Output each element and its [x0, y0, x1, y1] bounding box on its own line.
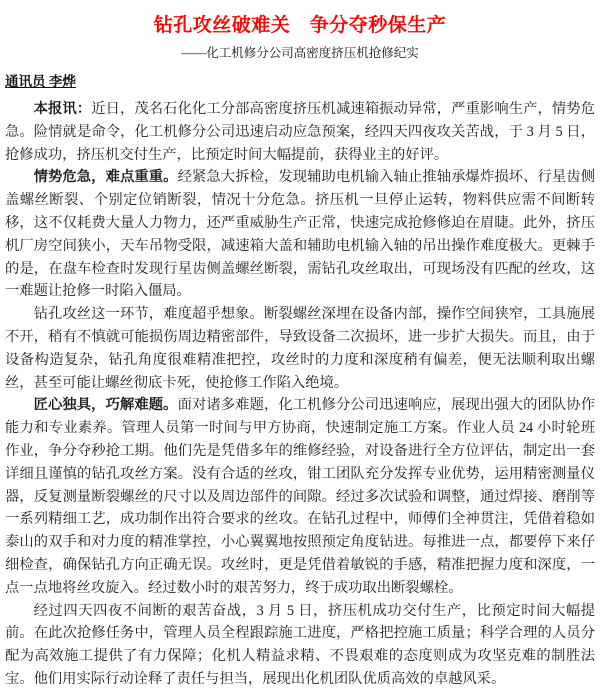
- paragraph-text: 经过四天四夜不间断的艰苦奋战，3 月 5 日，挤压机成功交付生产，比预定时间大幅提前。在此次抢修任务中，管理人员全程跟踪施工进度，严格把控施工质量；科学合理的人员分配为高效施工提供了有力保障；化机人精益求精、不畏艰难的态度则成为攻坚克难的制胜法宝。他们用实际行动诠释了责任与担当，展现出化机团队优质高效的卓越风采。: [5, 602, 595, 687]
- paragraph-text: 近日，茂名石化化工分部高密度挤压机减速箱振动异常，严重影响生产，情势危急。险情就是命令，化工机修分公司迅速启动应急预案，经四天四夜攻关苦战，于 3 月 5 日，抢修成功，挤压机交付生产，比预定时间大幅提前，获得业主的好评。: [5, 101, 595, 163]
- paragraph-lead: 匠心独具，巧解难题。: [33, 397, 178, 414]
- article-body: [5, 98, 595, 691]
- paragraph-lead: 情势危急，难点重重。: [33, 169, 178, 186]
- paragraph: [5, 98, 595, 166]
- paragraph: [5, 600, 595, 691]
- paragraph: [5, 166, 595, 303]
- article-byline: 通讯员 李烨: [5, 74, 76, 89]
- paragraph-lead: 本报讯：: [33, 101, 92, 117]
- paragraph: [5, 394, 595, 599]
- paragraph-text: 钻孔攻丝这一环节，难度超乎想象。断裂螺丝深埋在设备内部，操作空间狭窄，工具施展不开，稍有不慎就可能损伤周边精密部件，导致设备二次损坏，进一步扩大损失。而且，由于设备构造复杂，钻孔角度很难精准把控，攻丝时的力度和深度稍有偏差，便无法顺利取出螺丝，甚至可能让螺丝彻底卡死，使抢修工作陷入绝境。: [5, 306, 595, 391]
- paragraph: [5, 303, 595, 394]
- article-subtitle: ——化工机修分公司高密度挤压机抢修纪实: [181, 46, 419, 60]
- paragraph-text: 经紧急大拆检，发现辅助电机输入轴止推轴承爆炸损坏、行星齿侧盖螺丝断裂、个别定位销断裂，情况十分危急。挤压机一旦停止运转，物料供应需不间断转移，这不仅耗费大量人力物力，还严重威胁生产正常，快速完成抢修修迫在眉睫。此外，挤压机厂房空间狭小，天车吊物受限，减速箱大盖和辅助电机输入轴的吊出操作难度极大。更棘手的是，在盘车检查时发现行星齿侧盖螺丝断裂，需钻孔攻丝取出，可现场没有匹配的丝攻，这一难题让抢修一时陷入僵局。: [5, 169, 596, 300]
- article-title: 钻孔攻丝破难关 争分夺秒保生产: [153, 15, 447, 36]
- paragraph-text: 面对诸多难题，化工机修分公司迅速响应，展现出强大的团队协作能力和专业素养。管理人员第一时间与甲方协商，快速制定施工方案。作业人员 24 小时轮班作业，争分夺秒抢工期。他们先是凭借多年的维修经验，对设备进行全方位评估，制定出一套详细且谨慎的钻孔攻丝方案。没有合适的丝攻，钳工团队充分发挥专业优势，运用精密测量仪器，反复测量断裂螺丝的尺寸以及周边部件的间隙。经过多次试验和调整，通过焊接、磨削等一系列精细工艺，成功制作出符合要求的丝攻。在钻孔过程中，师傅们全神贯注，凭借着稳如泰山的双手和对力度的精准掌控，小心翼翼地按照预定角度钻进。每推进一点，都要停下来仔细检查，确保钻孔方向正确无误。攻丝时，更是凭借着敏锐的手感，精准把握力度和深度，一点一点地将丝攻旋入。经过数小时的艰苦努力，终于成功取出断裂螺栓。: [5, 397, 596, 596]
